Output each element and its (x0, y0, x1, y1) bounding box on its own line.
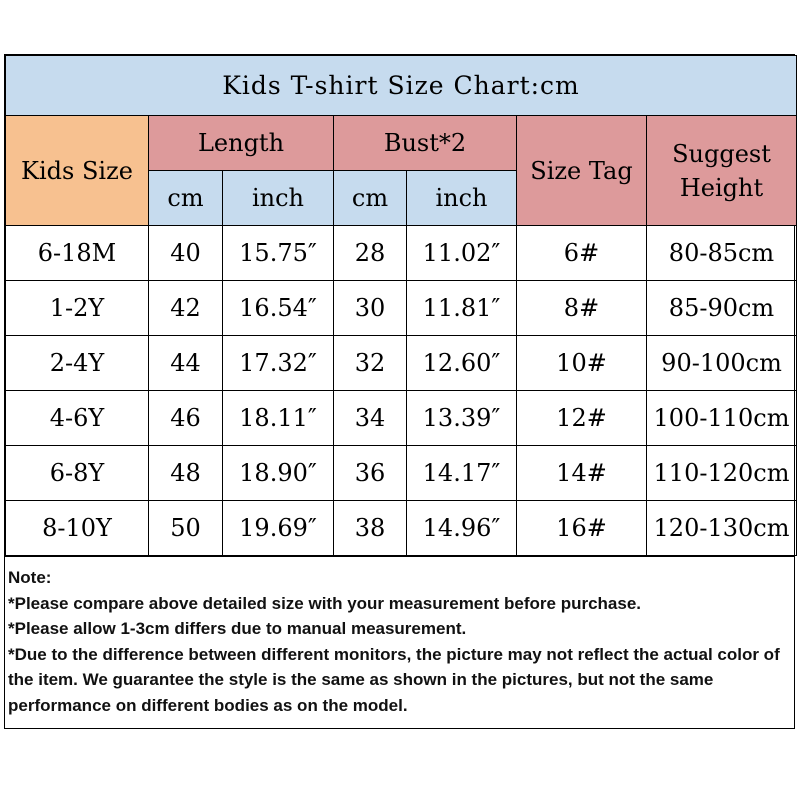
cell-bust-inch: 11.02″ (407, 226, 517, 281)
header-suggest-height-line1: Suggest (672, 139, 771, 168)
table-row (6, 391, 797, 446)
cell-size: 1-2Y (6, 281, 149, 336)
cell-length-inch: 15.75″ (223, 226, 334, 281)
cell-length-cm: 42 (149, 281, 223, 336)
cell-size-tag: 10# (517, 336, 647, 391)
cell-size-tag: 14# (517, 446, 647, 501)
header-length-inch: inch (223, 171, 334, 226)
cell-length-cm: 44 (149, 336, 223, 391)
cell-size-tag: 16# (517, 501, 647, 556)
header-kids-size: Kids Size (6, 116, 149, 226)
header-size-tag: Size Tag (517, 116, 647, 226)
table-row (6, 501, 797, 556)
cell-length-cm: 46 (149, 391, 223, 446)
header-length: Length (149, 116, 334, 171)
cell-bust-cm: 28 (334, 226, 407, 281)
cell-bust-inch: 12.60″ (407, 336, 517, 391)
cell-height: 85-90cm (647, 281, 797, 336)
cell-length-cm: 40 (149, 226, 223, 281)
cell-length-inch: 18.11″ (223, 391, 334, 446)
cell-bust-cm: 34 (334, 391, 407, 446)
note-line-2: *Please allow 1-3cm differs due to manual measurement. (8, 619, 467, 638)
cell-length-inch: 16.54″ (223, 281, 334, 336)
size-table (5, 55, 797, 556)
cell-size-tag: 8# (517, 281, 647, 336)
table-row (6, 446, 797, 501)
note-line-3: *Due to the difference between different monitors, the picture may not reflect the actual color of the item. We guarantee the style is the same as shown in the pictures, but not the same performance on different bodies as on the model. (8, 644, 780, 715)
cell-bust-cm: 36 (334, 446, 407, 501)
chart-title: Kids T-shirt Size Chart:cm (6, 56, 797, 116)
cell-length-cm: 50 (149, 501, 223, 556)
cell-length-cm: 48 (149, 446, 223, 501)
cell-bust-inch: 14.96″ (407, 501, 517, 556)
cell-bust-cm: 32 (334, 336, 407, 391)
cell-bust-inch: 11.81″ (407, 281, 517, 336)
table-row (6, 226, 797, 281)
cell-size: 6-8Y (6, 446, 149, 501)
cell-size-tag: 12# (517, 391, 647, 446)
header-suggest-height-line2: Height (679, 173, 764, 202)
cell-height: 90-100cm (647, 336, 797, 391)
header-bust-cm: cm (334, 171, 407, 226)
header-suggest-height (647, 116, 797, 226)
cell-bust-cm: 38 (334, 501, 407, 556)
cell-height: 110-120cm (647, 446, 797, 501)
notes-heading: Note: (8, 568, 52, 587)
cell-size: 6-18M (6, 226, 149, 281)
cell-size-tag: 6# (517, 226, 647, 281)
size-chart (4, 54, 795, 729)
cell-length-inch: 18.90″ (223, 446, 334, 501)
cell-height: 120-130cm (647, 501, 797, 556)
cell-bust-inch: 13.39″ (407, 391, 517, 446)
table-row (6, 336, 797, 391)
notes-section (5, 556, 794, 728)
cell-size: 2-4Y (6, 336, 149, 391)
header-bust: Bust*2 (334, 116, 517, 171)
cell-bust-inch: 14.17″ (407, 446, 517, 501)
header-bust-inch: inch (407, 171, 517, 226)
cell-size: 4-6Y (6, 391, 149, 446)
cell-length-inch: 19.69″ (223, 501, 334, 556)
cell-height: 80-85cm (647, 226, 797, 281)
cell-size: 8-10Y (6, 501, 149, 556)
header-length-cm: cm (149, 171, 223, 226)
cell-bust-cm: 30 (334, 281, 407, 336)
cell-length-inch: 17.32″ (223, 336, 334, 391)
note-line-1: *Please compare above detailed size with your measurement before purchase. (8, 593, 642, 613)
table-row (6, 281, 797, 336)
cell-height: 100-110cm (647, 391, 797, 446)
